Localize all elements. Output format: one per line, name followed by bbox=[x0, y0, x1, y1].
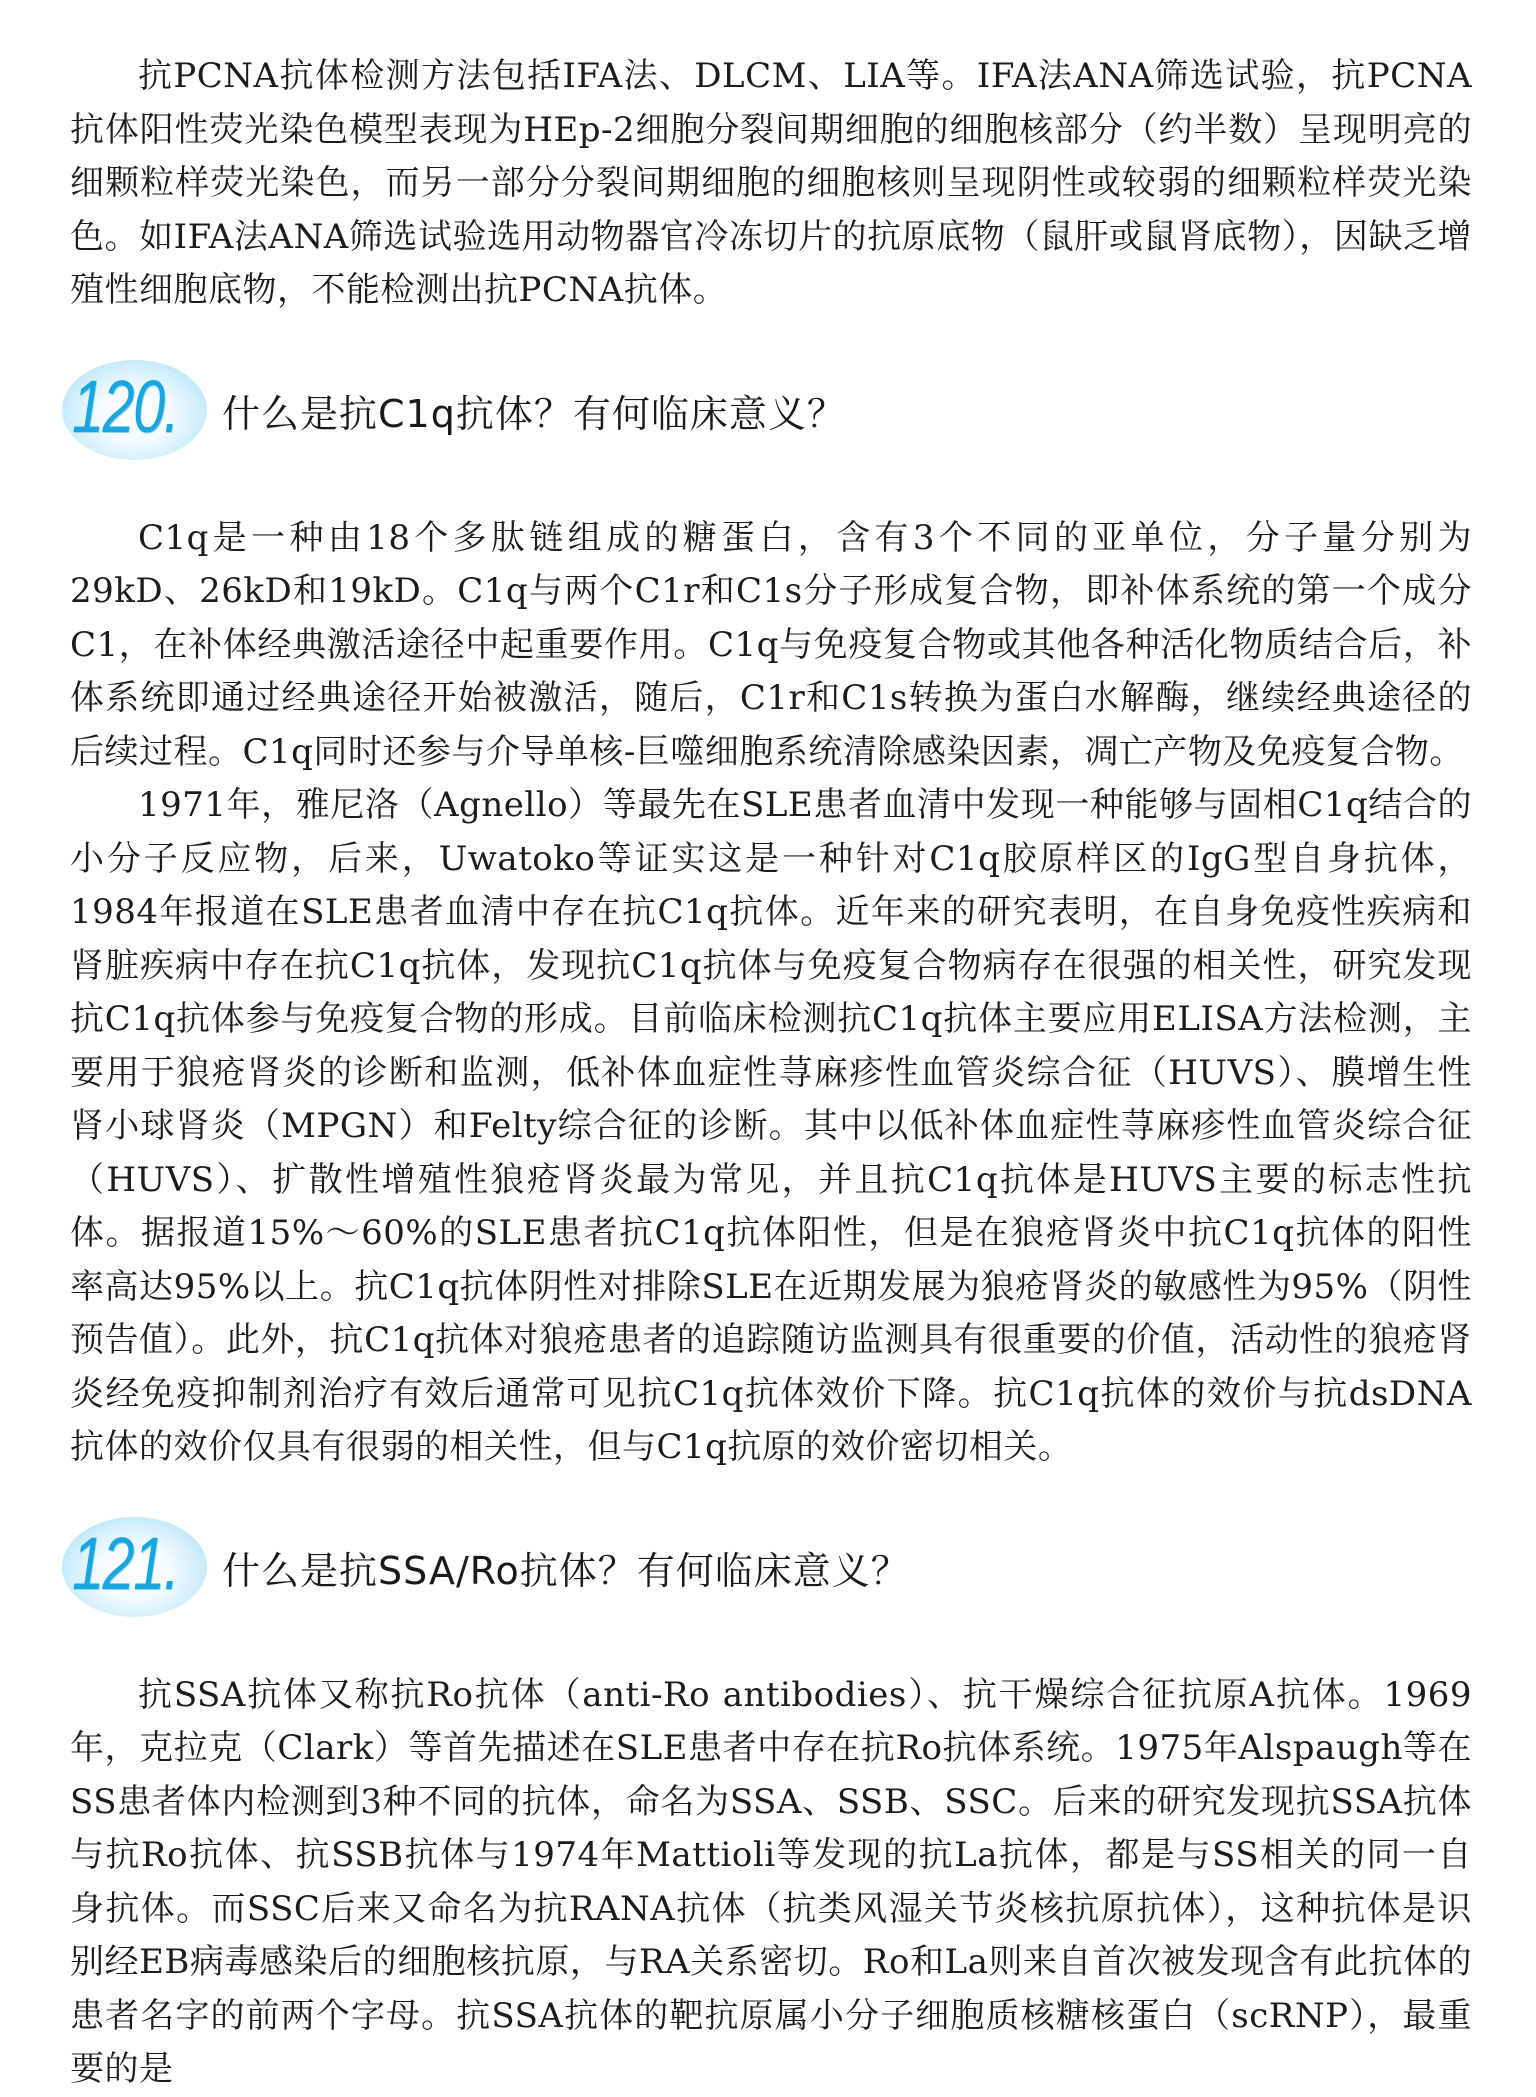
paragraph: 1971年，雅尼洛（Agnello）等最先在SLE患者血清中发现一种能够与固相C1q结合的小分子反应物，后来，Uwatoko等证实这是一种针对C1q胶原样区的IgG型自身抗体，1984年报道在SLE患者血清中存在抗C1q抗体。近年来的研究表明，在自身免疫性疾病和肾脏疾病中存在抗C1q抗体，发现抗C1q抗体与免疫复合物病存在很强的相关性，研究发现抗C1q抗体参与免疫复合物的形成。目前临床检测抗C1q抗体主要应用ELISA方法检测，主要用于狼疮肾炎的诊断和监测，低补体血症性荨麻疹性血管炎综合征（HUVS）、膜增生性肾小球肾炎（MPGN）和Felty综合征的诊断。其中以低补体血症性荨麻疹性血管炎综合征（HUVS）、扩散性增殖性狼疮肾炎最为常见，并且抗C1q抗体是HUVS主要的标志性抗体。据报道15%～60%的SLE患者抗C1q抗体阳性，但是在狼疮肾炎中抗C1q抗体的阳性率高达95%以上。抗C1q抗体阴性对排除SLE在近期发展为狼疮肾炎的敏感性为95%（阴性预告值）。此外，抗C1q抗体对狼疮患者的追踪随访监测具有很重要的价值，活动性的狼疮肾炎经免疫抑制剂治疗有效后通常可见抗C1q抗体效价下降。抗C1q抗体的效价与抗dsDNA抗体的效价仅具有很弱的相关性，但与C1q抗原的效价密切相关。 bbox=[70, 785, 1472, 1467]
intro-paragraph: 抗PCNA抗体检测方法包括IFA法、DLCM、LIA等。IFA法ANA筛选试验，抗PCNA抗体阳性荧光染色模型表现为HEp-2细胞分裂间期细胞的细胞核部分（约半数）呈现明亮的细颗粒样荧光染色，而另一部分分裂间期细胞的细胞核则呈现阴性或较弱的细颗粒样荧光染色。如IFA法ANA筛选试验选用动物器官冷冻切片的抗原底物（鼠肝或鼠肾底物），因缺乏增殖性细胞底物，不能检测出抗PCNA抗体。 bbox=[70, 56, 1472, 310]
section-number-badge bbox=[62, 1513, 210, 1623]
section-120-header bbox=[70, 346, 1472, 476]
paragraph: 抗SSA抗体又称抗Ro抗体（anti-Ro antibodies）、抗干燥综合征抗原A抗体。1969年，克拉克（Clark）等首先描述在SLE患者中存在抗Ro抗体系统。1975年Alspaugh等在SS患者体内检测到3种不同的抗体，命名为SSA、SSB、SSC。后来的研究发现抗SSA抗体与抗Ro抗体、抗SSB抗体与1974年Mattioli等发现的抗La抗体，都是与SS相关的同一自身抗体。而SSC后来又命名为抗RANA抗体（抗类风湿关节炎核抗原抗体），这种抗体是识别经EB病毒感染后的细胞核抗原，与RA关系密切。Ro和La则来自首次被发现含有此抗体的患者名字的前两个字母。抗SSA抗体的靶抗原属小分子细胞质核糖核蛋白（scRNP），最重要的是 bbox=[70, 1674, 1472, 2089]
section-121-header bbox=[70, 1503, 1472, 1633]
section-title: 什么是抗SSA/Ro抗体？有何临床意义？ bbox=[222, 1549, 910, 1593]
section-number: 121. bbox=[72, 1521, 179, 1605]
section-number-badge bbox=[62, 356, 210, 466]
section-120-body bbox=[70, 512, 1472, 1475]
paragraph: C1q是一种由18个多肽链组成的糖蛋白，含有3个不同的亚单位，分子量分别为29kD、26kD和19kD。C1q与两个C1r和C1s分子形成复合物，即补体系统的第一个成分C1，在补体经典激活途径中起重要作用。C1q与免疫复合物或其他各种活化物质结合后，补体系统即通过经典途径开始被激活，随后，C1r和C1s转换为蛋白水解酶，继续经典途径的后续过程。C1q同时还参与介导单核-巨噬细胞系统清除感染因素，凋亡产物及免疫复合物。 bbox=[70, 517, 1472, 772]
section-title: 什么是抗C1q抗体？有何临床意义？ bbox=[222, 392, 846, 436]
section-number: 120. bbox=[72, 364, 179, 448]
section-121-body bbox=[70, 1669, 1472, 2097]
